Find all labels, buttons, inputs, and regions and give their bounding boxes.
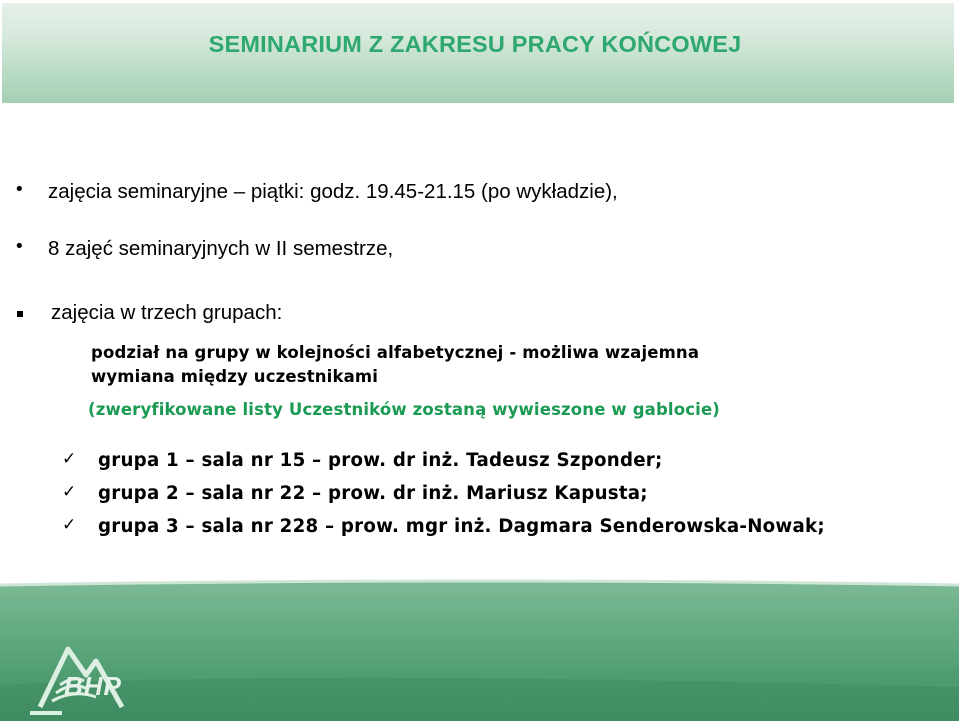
title-banner (2, 3, 954, 103)
group-1: grupa 1 – sala nr 15 – prow. dr inż. Tadeusz Szponder; (98, 450, 663, 471)
square-bullet (17, 311, 23, 317)
checkmark-icon: ✓ (62, 515, 77, 535)
bhp-logo-text: BHP (64, 671, 122, 701)
checkmark-icon: ✓ (62, 482, 77, 502)
footer-graphic (0, 575, 959, 721)
bullet-dot: • (14, 179, 25, 200)
bullet-dot: • (14, 236, 25, 257)
division-line-2: wymiana między uczestnikami (91, 367, 378, 386)
page-title: SEMINARIUM Z ZAKRESU PRACY KOŃCOWEJ (208, 31, 742, 57)
bullet-sessions: 8 zajęć seminaryjnych w II semestrze, (48, 237, 394, 260)
bullet-schedule: zajęcia seminaryjne – piątki: godz. 19.45-21.15 (po wykładzie), (48, 180, 618, 203)
group-3: grupa 3 – sala nr 228 – prow. mgr inż. Dagmara Senderowska-Nowak; (98, 516, 825, 537)
division-line-1: podział na grupy w kolejności alfabetycznej - możliwa wzajemna (91, 343, 700, 362)
checkmark-icon: ✓ (62, 449, 77, 469)
lists-note: (zweryfikowane listy Uczestników zostaną wywieszone w gablocie) (88, 400, 720, 419)
group-2: grupa 2 – sala nr 22 – prow. dr inż. Mariusz Kapusta; (98, 483, 648, 504)
groups-intro: zajęcia w trzech grupach: (51, 301, 283, 324)
footer-band (0, 575, 959, 721)
